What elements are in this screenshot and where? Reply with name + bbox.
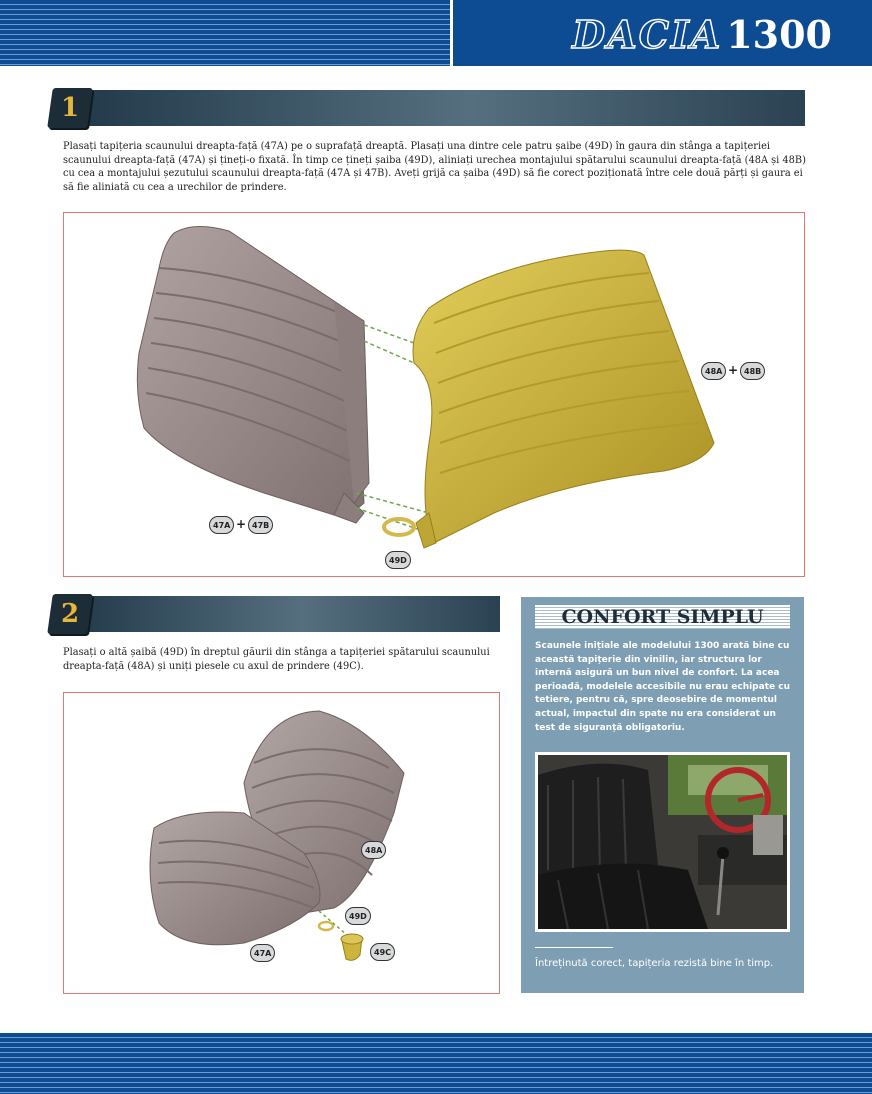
part-label-48b: 48B — [740, 362, 765, 380]
sidebar-box — [521, 597, 804, 993]
sidebar-title-band — [535, 605, 790, 629]
part-label-47a: 47A — [250, 944, 275, 962]
interior-photo — [535, 752, 790, 932]
part-label-47b: 47B — [248, 516, 273, 534]
step-2-figure — [63, 692, 500, 994]
page-header — [0, 0, 872, 66]
brand-logo — [572, 12, 832, 57]
step-2-number-badge — [47, 594, 93, 634]
plus-sign: + — [236, 517, 247, 531]
sidebar-title: CONFORT SIMPLU — [561, 606, 764, 628]
sidebar-rule — [535, 947, 613, 948]
step-1-illustration — [64, 213, 805, 577]
part-label-49c: 49C — [370, 943, 395, 961]
plus-sign: + — [728, 363, 739, 377]
brand-name: DACIA — [572, 12, 723, 57]
interior-photo-illustration — [538, 755, 787, 929]
step-1-number-badge — [47, 88, 93, 128]
sidebar-text: Scaunele inițiale ale modelului 1300 arată bine cu această tapițerie din vinilin, iar structura lor internă asigură un bun nivel de confort. La acea perioadă, modelele accesibile nu erau echipate cu tetiere, pentru că, spre deosebire de momentul actual, impactul din spate nu era considerat un test de siguranță obligatoriu. — [535, 641, 790, 733]
brand-model: 1300 — [726, 12, 832, 57]
pin-part — [341, 934, 363, 960]
header-separator — [450, 0, 453, 66]
step-2-number: 2 — [60, 599, 80, 629]
step-2-illustration — [64, 693, 500, 994]
photo-caption: Întreținută corect, tapițeria rezistă bine în timp. — [535, 958, 774, 969]
washer-part — [319, 922, 333, 930]
page-footer — [0, 1033, 872, 1094]
header-stripes — [0, 0, 450, 66]
step-1-banner — [60, 90, 805, 126]
part-label-49d: 49D — [385, 551, 411, 569]
part-label-48a: 48A — [361, 841, 386, 859]
step-1-figure — [63, 212, 805, 577]
part-label-48a: 48A — [701, 362, 726, 380]
step-1-instructions: Plasați tapițeria scaunului dreapta-față (47A) pe o suprafață dreaptă. Plasați una dintre cele patru șaibe (49D) în gaura din stânga a tapițeriei scaunului dreapta-față (47A) și țineți-o fixată. În timp ce țineți șaiba (49D), aliniați urechea montajului spătarului scaunului dreapta-față (48A și 48B) cu cea a montajului șezutului scaunului dreapta-față (47A și 47B). Aveți grijă ca șaiba (49D) să fie corect poziționată între cele două părți și gaura ei să fie aliniată cu cea a urechilor de prindere. — [63, 141, 806, 193]
backrest-part — [413, 250, 714, 548]
step-2-banner — [60, 596, 500, 632]
part-label-47a: 47A — [209, 516, 234, 534]
step-1-number: 1 — [60, 93, 80, 123]
step-2-instructions: Plasați o altă șaibă (49D) în dreptul găurii din stânga a tapițeriei spătarului scaunului dreapta-față (48A) și uniți piesele cu axul de prindere (49C). — [63, 647, 490, 672]
part-label-49d: 49D — [345, 907, 371, 925]
seat-cushion-part — [137, 226, 369, 523]
